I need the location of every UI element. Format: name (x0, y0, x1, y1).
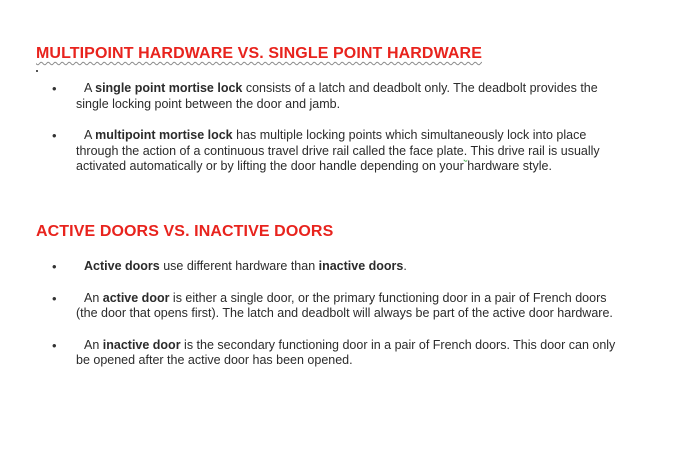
text-body: has multiple locking points which simultaneously lock into place through the action of a continuous travel drive rail called the face plate (76, 128, 587, 158)
heading-active-vs-inactive (36, 223, 333, 241)
list-item (0, 291, 683, 322)
heading-multipoint-vs-single-point (36, 45, 482, 63)
text-body: use different hardware than (159, 259, 319, 273)
spacer (0, 275, 683, 291)
bullet-list-hardware (0, 81, 683, 175)
text-lead: A (84, 81, 96, 95)
list-item (0, 338, 683, 369)
text-body: consists of a latch and deadbolt only. The deadbolt provides the single locking point between the door and jamb. (76, 81, 598, 111)
term-multipoint-mortise-lock: multipoint mortise lock (95, 128, 233, 142)
grammar-flag: . (463, 143, 468, 158)
list-item-text (76, 128, 621, 175)
list-item (0, 81, 683, 112)
heading-text: MULTIPOINT HARDWARE VS. SINGLE POINT HARDWARE (36, 45, 482, 62)
list-item (0, 259, 683, 275)
text-lead: A (84, 128, 96, 142)
list-item (0, 128, 683, 175)
text-lead: An (84, 337, 103, 352)
term-active-door: active door (102, 290, 170, 305)
text-lead: An (84, 290, 103, 305)
heading-text: ACTIVE DOORS VS. INACTIVE DOORS (36, 223, 334, 240)
text-body: is the secondary functioning door in a pair of French doors. This door can only be opened after the active door has been opened. (76, 337, 616, 367)
text-end: . (403, 259, 407, 273)
text-body-continued: This drive rail is usually activated automatically or by lifting the door handle depending on your hardware style. (76, 143, 600, 173)
term-active-doors: Active doors (84, 259, 160, 273)
bullet-icon: • (52, 128, 57, 143)
term-inactive-door: inactive door (102, 337, 181, 352)
bullet-icon: • (52, 81, 57, 96)
list-item-text (76, 338, 621, 369)
spacer (0, 322, 683, 338)
bullet-icon: • (52, 259, 57, 274)
term-single-point-mortise-lock: single point mortise lock (95, 81, 243, 95)
term-inactive-doors: inactive doors (318, 259, 404, 273)
list-item-text (76, 259, 621, 275)
bullet-list-doors (0, 259, 683, 369)
bullet-icon: • (52, 290, 57, 306)
text-body: is either a single door, or the primary functioning door in a pair of French doors (the door that opens first). The latch and deadbolt will always be part of the active door hardware. (76, 290, 613, 320)
bullet-icon: • (52, 337, 57, 353)
spacer (0, 112, 683, 128)
list-item-text (76, 291, 621, 322)
list-item-text (76, 81, 621, 112)
stray-mark (36, 70, 38, 72)
